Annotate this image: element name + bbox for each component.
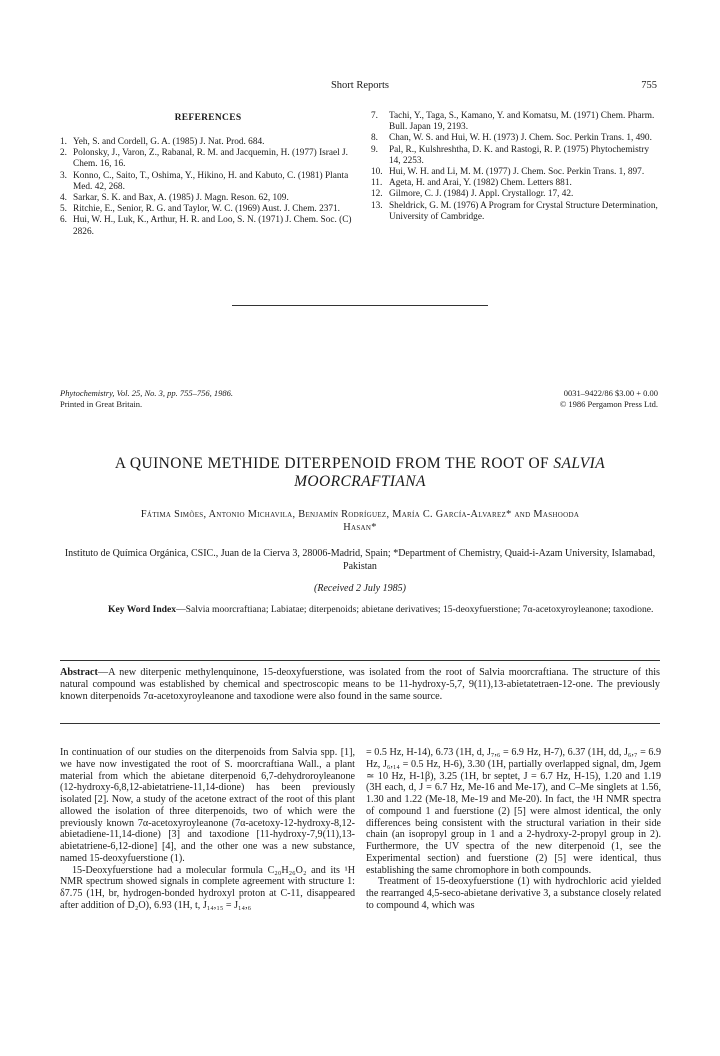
copyright: © 1986 Pergamon Press Ltd.: [559, 398, 658, 409]
reference-number: 6.: [60, 215, 67, 226]
abstract-text: —A new diterpenic methylenquinone, 15-deoxyfuerstione, was isolated from the root of Salvia moorcraftiana. The structure of this natural compound was established by chemical and spectroscopic means to be 11-hydroxy-5,7, 9(11),13-abietatetraen-12-one. The previously known diterpenoids 7α-acetoxyroyleanone and taxodione were also found in the same source.: [60, 667, 660, 703]
authors-line-2: Hasan*: [343, 521, 377, 533]
reference-number: 9.: [371, 144, 378, 155]
title-species: SALVIA MOORCRAFTIANA: [294, 455, 606, 490]
section-divider: [232, 305, 488, 306]
reference-text: Tachi, Y., Taga, S., Kamano, Y. and Komatsu, M. (1971) Chem. Pharm. Bull. Japan 19, 2193.: [389, 111, 655, 133]
running-header: Short Reports: [330, 80, 390, 91]
reference-text: Yeh, S. and Cordell, G. A. (1985) J. Nat. Prod. 684.: [73, 137, 265, 147]
body-paragraph: Treatment of 15-deoxyfuerstione (1) with hydrochloric acid yielded the rearranged 4,5-seco-abietane derivative 3, a substance closely related to compound 4, which was: [366, 876, 661, 911]
reference-number: 1.: [60, 137, 67, 147]
affiliation: Instituto de Química Orgánica, CSIC., Juan de la Cierva 3, 28006-Madrid, Spain; *Department of Chemistry, Quaid-i-Azam University, Islamabad, Pakistan: [64, 548, 656, 572]
body-column-left: [60, 747, 355, 912]
reference-item: [371, 111, 661, 133]
reference-item: [371, 178, 661, 189]
journal-citation: Phytochemistry, Vol. 25, No. 3, pp. 755–756, 1986.: [60, 388, 234, 398]
reference-number: 11.: [371, 178, 383, 189]
abstract: [60, 667, 660, 704]
abstract-rule-top: [60, 660, 660, 661]
reference-number: 13.: [371, 200, 383, 211]
references-heading: REFERENCES: [174, 113, 242, 123]
references-list-right: [371, 111, 661, 223]
title-main: A QUINONE METHIDE DITERPENOID FROM THE ROOT OF: [114, 455, 550, 472]
journal-info: [60, 388, 233, 409]
reference-item: [60, 215, 360, 237]
price-info: [560, 388, 658, 409]
reference-item: [60, 148, 360, 170]
reference-number: 4.: [60, 193, 67, 204]
reference-text: Pal, R., Kulshreshtha, D. K. and Rastogi, R. P. (1975) Phytochemistry 14, 2253.: [389, 144, 650, 166]
reference-number: 7.: [371, 111, 378, 121]
reference-number: 12.: [371, 189, 383, 200]
reference-item: [371, 133, 661, 144]
reference-item: [371, 167, 661, 178]
reference-text: Konno, C., Saito, T., Oshima, Y., Hikino, H. and Kabuto, C. (1981) Planta Med. 42, 268.: [73, 170, 349, 192]
body-column-right: [366, 747, 661, 912]
abstract-rule-bottom: [60, 723, 660, 724]
reference-text: Ritchie, E., Senior, R. G. and Taylor, W. C. (1969) Aust. J. Chem. 2371.: [73, 204, 340, 215]
abstract-label: Abstract: [60, 667, 98, 678]
reference-number: 8.: [371, 133, 378, 144]
reference-text: Sarkar, S. K. and Bax, A. (1985) J. Magn. Reson. 62, 109.: [73, 193, 289, 204]
author-list: [60, 509, 660, 534]
reference-item: [60, 193, 360, 204]
reference-text: Gilmore, C. J. (1984) J. Appl. Crystallogr. 17, 42.: [389, 189, 574, 200]
page-number: 755: [641, 80, 657, 91]
body-paragraph: In continuation of our studies on the diterpenoids from Salvia spp. [1], we have now investigated the root of S. moorcraftiana Wall., a plant material from which the abietane diterpenoid 6,7-dehydroroyleanone (12-hydroxy-6,8,12-abietatriene-11,14-dione) has been previously isolated [2]. Now, a study of the acetone extract of the root of this plant allowed the isolation of three diterpenoids, two of which were the previously known 7α-acetoxyroyleanone (7α-acetoxy-12-hydroxy-8,12-abietadiene-11,14-dione) [3] and taxodione [11-hydroxy-7,9(11),13-abietatriene-6,12-dione] [4], and the other one was a new substance, named 15-deoxyfuerstione (1).: [60, 747, 355, 864]
reference-text: Ageta, H. and Arai, Y. (1982) Chem. Letters 881.: [389, 178, 572, 189]
reference-item: [60, 171, 360, 193]
reference-item: [371, 145, 661, 167]
body-paragraph: = 0.5 Hz, H-14), 6.73 (1H, d, J₇,₆ = 6.9 Hz, H-7), 6.37 (1H, dd, J₆,₇ = 6.9 Hz, J₆,₁₄ = 0.5 Hz, H-6), 3.30 (1H, partially overlapped signal, dm, Jgem ≃ 10 Hz, H-1β), 3.25 (1H, br septet, J = 6.7 Hz, H-15), 1.20 and 1.19 (3H each, d, J = 6.7 Hz, Me-16 and Me-17), and C–Me singlets at 1.56, 1.30 and 1.22 (Me-18, Me-19 and Me-20). In fact, the ¹H NMR spectra of compound 1 and fuerstione (2) [5] were almost identical, the only differences being consistent with the structural variation in their side chain (an isopropyl group in 1 and a 2-hydroxy-2-propyl group in 2). Furthermore, the UV spectra of the new diterpenoid (1, see the Experimental section) and fuerstione (2) [5] were identical, thus establishing the same chromophore in both compounds.: [366, 747, 661, 876]
keywords-text: —Salvia moorcraftiana; Labiatae; diterpenoids; abietane derivatives; 15-deoxyfuerstione; 7α-acetoxyroyleanone; taxodione.: [176, 604, 654, 615]
reference-item: [371, 189, 661, 200]
keywords-label: Key Word Index: [108, 604, 177, 615]
authors-line-1: Fátima Simões, Antonio Michavila, Benjamín Rodríguez, María C. García-Alvarez* and Mashooda: [140, 509, 580, 520]
keywords: [108, 604, 656, 616]
received-date: (Received 2 July 1985): [314, 583, 406, 594]
reference-number: 10.: [371, 167, 383, 178]
printed-note: Printed in Great Britain.: [60, 398, 143, 409]
body-paragraph: 15-Deoxyfuerstione had a molecular formula C₂₀H₂₆O₂ and its ¹H NMR spectrum showed signals in complete agreement with structure 1: δ7.75 (1H, br, hydrogen-bonded hydroxyl proton at C-11, disappeared after addition of D₂O), 6.93 (1H, t, J₁₄,₁₅ = J₁₄,₆: [60, 864, 355, 911]
article-title: [60, 455, 660, 491]
reference-text: Chan, W. S. and Hui, W. H. (1973) J. Chem. Soc. Perkin Trans. 1, 490.: [389, 133, 652, 144]
reference-text: Sheldrick, G. M. (1976) A Program for Crystal Structure Determination, University of Cambridge.: [389, 200, 658, 222]
reference-number: 5.: [60, 204, 67, 215]
reference-number: 3.: [60, 170, 67, 181]
reference-item: [60, 137, 360, 148]
references-list-left: [60, 137, 360, 238]
reference-text: Hui, W. H., Luk, K., Arthur, H. R. and Loo, S. N. (1971) J. Chem. Soc. (C) 2826.: [73, 215, 352, 237]
reference-text: Polonsky, J., Varon, Z., Rabanal, R. M. and Jacquemin, H. (1977) Israel J. Chem. 16, 16.: [73, 148, 348, 170]
reference-item: [371, 201, 661, 223]
reference-item: [60, 204, 360, 215]
reference-number: 2.: [60, 148, 67, 159]
price-code: 0031–9422/86 $3.00 + 0.00: [563, 388, 658, 398]
reference-text: Hui, W. H. and Li, M. M. (1977) J. Chem. Soc. Perkin Trans. 1, 897.: [389, 167, 645, 178]
